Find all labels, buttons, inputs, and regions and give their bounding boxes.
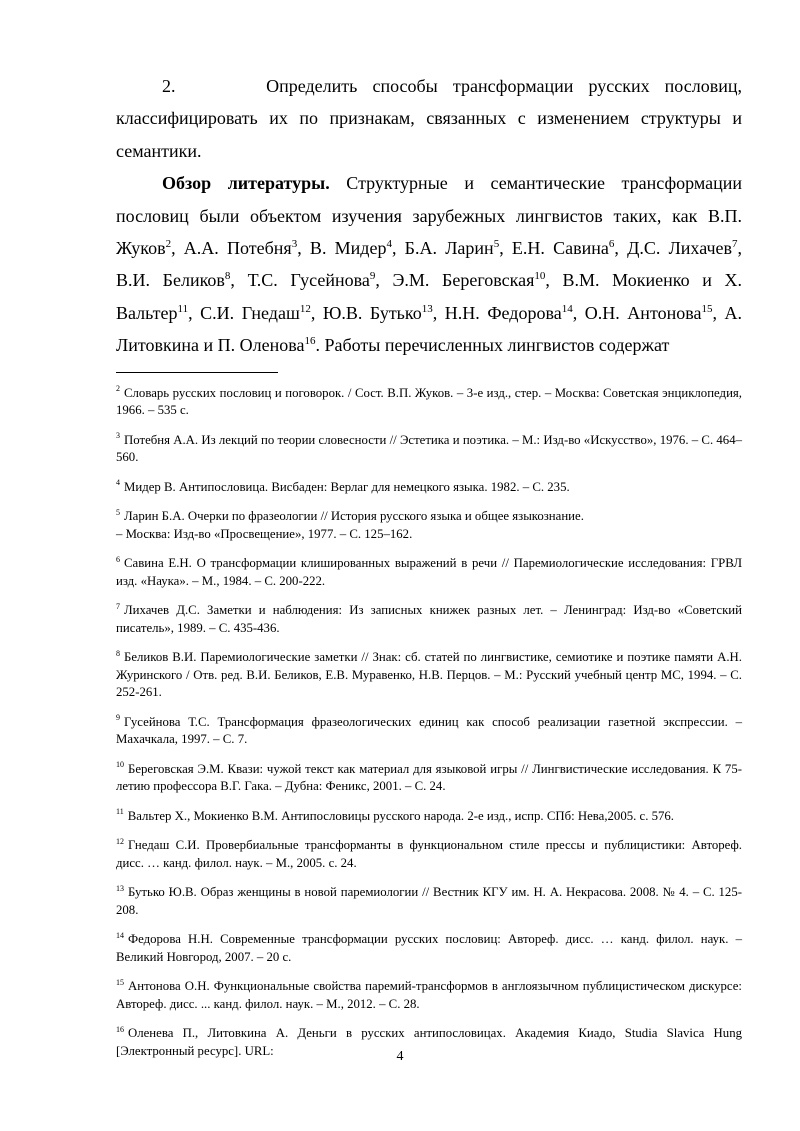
review-text: , В. Мидер	[297, 238, 387, 259]
footnote-number: 16	[116, 1024, 124, 1034]
footnote-ref[interactable]: 7	[732, 238, 738, 251]
footnote-text: Антонова О.Н. Функциональные свойства паремий-трансформов в англоязычном публицистическом дискурсе: Автореф. дисс. ... канд. филол. наук. – М., 2012. – С. 28.	[116, 979, 742, 1011]
footnote-number: 11	[116, 807, 124, 817]
footnote-text: Савина Е.Н. О трансформации клишированных выражений в речи // Паремиологические исследования: ГРВЛ изд. «Наука». – М., 1984. – С. 200-222.	[116, 556, 742, 588]
footnote-ref[interactable]: 6	[608, 238, 615, 251]
footnote	[116, 931, 742, 966]
footnote-number: 8	[116, 648, 120, 658]
footnote-text: Мидер В. Антипословица. Висбаден: Верлаг для немецкого языка. 1982. – С. 235.	[124, 479, 570, 494]
footnote-text: Лихачев Д.С. Заметки и наблюдения: Из записных книжек разных лет. – Ленинград: Изд-во «Советский писатель», 1989. – С. 435-436.	[116, 603, 742, 635]
footnote-ref[interactable]: 10	[534, 270, 546, 283]
footnote-text: – Москва: Изд-во «Просвещение», 1977. – С. 125–162.	[116, 526, 413, 541]
footnote-ref[interactable]: 9	[369, 270, 376, 283]
footnote	[116, 808, 742, 825]
footnote	[116, 837, 742, 872]
review-text: , А. Литовкина и П. Оленова	[116, 302, 742, 356]
review-text: , С.И. Гнедаш	[188, 302, 300, 323]
footnote-ref[interactable]: 5	[493, 238, 500, 251]
review-text: , В.М. Мокиенко и Х. Вальтер	[116, 270, 742, 323]
review-text: . Работы перечисленных лингвистов содержат	[315, 335, 670, 356]
footnote-ref[interactable]: 3	[291, 238, 298, 251]
footnote-text: Бутько Ю.В. Образ женщины в новой паремиологии // Вестник КГУ им. Н. А. Некрасова. 2008. № 4. – С. 125-208.	[116, 885, 742, 917]
footnote-text: Оленева П., Литовкина А. Деньги в русских антипословицах. Академия Киадо, Studia Slavica Hung [Электронный ресурс]. URL:	[116, 1026, 742, 1058]
literature-review-paragraph	[116, 167, 742, 361]
footnote	[116, 508, 742, 543]
page-number: 4	[396, 1049, 404, 1064]
review-text: Структурные и семантические трансформации пословиц были объектом изучения зарубежных лингвистов таких, как В.П. Жуков	[116, 173, 743, 259]
review-text: , О.Н. Антонова	[572, 302, 702, 323]
footnote-number: 3	[116, 431, 120, 441]
footnote-ref[interactable]: 16	[304, 335, 316, 348]
footnote-number: 6	[116, 554, 120, 564]
review-text: , Ю.В. Бутько	[310, 302, 422, 323]
footnotes	[116, 385, 742, 1090]
footnote	[116, 385, 742, 420]
footnote	[116, 649, 742, 701]
footnote-text: Словарь русских пословиц и поговорок. / Сост. В.П. Жуков. – 3-е изд., стер. – Москва: Советская энциклопедия, 1966. – 535 с.	[116, 385, 742, 418]
review-heading: Обзор литературы.	[162, 173, 330, 194]
footnote-number: 5	[116, 507, 120, 517]
footnote-number: 14	[116, 930, 124, 940]
document-page	[116, 70, 742, 1102]
footnote	[116, 1072, 742, 1089]
main-text	[116, 70, 742, 362]
footnote-number: 12	[116, 836, 124, 846]
review-text: , А.А. Потебня	[171, 238, 292, 259]
review-text: , Н.Н. Федорова	[432, 302, 562, 323]
footnote-text: Беликов В.И. Паремиологические заметки // Знак: сб. статей по лингвистике, семиотике и поэтике памяти А.Н. Журинского / Отв. ред. В.И. Беликов, Е.В. Муравенко, Н.В. Перцов. – М.: Русский учебный центр МС, 1994. – С. 252-261.	[116, 650, 742, 700]
footnote	[116, 884, 742, 919]
footnote-ref[interactable]: 14	[561, 302, 573, 315]
footnote-ref[interactable]: 11	[177, 302, 189, 315]
footnote-ref[interactable]: 15	[701, 302, 713, 315]
footnote	[116, 761, 742, 796]
footnote-text: Береговская Э.М. Квази: чужой текст как материал для языковой игры // Лингвистические исследования. К 75-летию профессора В.Г. Гака. – Дубна: Феникс, 2001. – С. 24.	[116, 761, 742, 794]
footnote-ref[interactable]: 12	[299, 302, 311, 315]
review-text: , Б.А. Ларин	[391, 238, 494, 259]
footnote	[116, 432, 742, 467]
footnote-separator	[116, 372, 278, 373]
footnote-number: 13	[116, 883, 124, 893]
footnote-text: Ларин Б.А. Очерки по фразеологии // История русского языка и общее языкознание.	[124, 509, 584, 524]
footnote-ref[interactable]: 4	[386, 238, 392, 251]
review-text: , Е.Н. Савина	[499, 238, 609, 259]
footnote-text: Гусейнова Т.С. Трансформация фразеологических единиц как способ реализации газетной экспрессии. – Махачкала, 1997. – С. 7.	[116, 714, 742, 747]
footnote-ref[interactable]: 13	[421, 302, 433, 315]
footnote-number: 10	[116, 760, 124, 770]
footnote-ref[interactable]: 8	[224, 270, 231, 283]
footnote-text: Федорова Н.Н. Современные трансформации русских пословиц: Автореф. дисс. … канд. филол. наук. – Великий Новгород, 2007. – 20 с.	[116, 932, 742, 964]
task-item-2: 2. Определить способы трансформации русских пословиц, классифицировать их по признакам, связанных с изменением структуры и семантики.	[116, 76, 742, 161]
footnote-number: 15	[116, 977, 124, 987]
footnote-number: 9	[116, 713, 120, 723]
footnote	[116, 978, 742, 1013]
footnote	[116, 555, 742, 590]
footnote-number: 4	[116, 478, 120, 488]
footnote-ref[interactable]: 2	[165, 238, 172, 251]
footnote-number: 2	[116, 384, 120, 394]
review-text: , Э.М. Береговская	[375, 270, 535, 291]
footnote-text: Потебня А.А. Из лекций по теории словесности // Эстетика и поэтика. – М.: Изд-во «Искусство», 1976. – С. 464–560.	[116, 432, 742, 465]
footnote-number: 7	[116, 601, 120, 611]
review-text: , Т.С. Гусейнова	[230, 270, 370, 291]
footnote	[116, 479, 742, 496]
review-text: , В.И. Беликов	[116, 238, 743, 291]
footnote-text: Вальтер Х., Мокиенко В.М. Антипословицы русского народа. 2-е изд., испр. СПб: Нева,2005. с. 576.	[127, 808, 675, 823]
footnote-text: Гнедаш С.И. Провербиальные трансформанты в функциональном стиле прессы и публицистики: Автореф. дисс. … канд. филол. наук. – М., 2005. с. 24.	[116, 838, 742, 870]
review-text: , Д.С. Лихачев	[614, 238, 733, 259]
footnote	[116, 602, 742, 637]
footnote	[116, 714, 742, 749]
